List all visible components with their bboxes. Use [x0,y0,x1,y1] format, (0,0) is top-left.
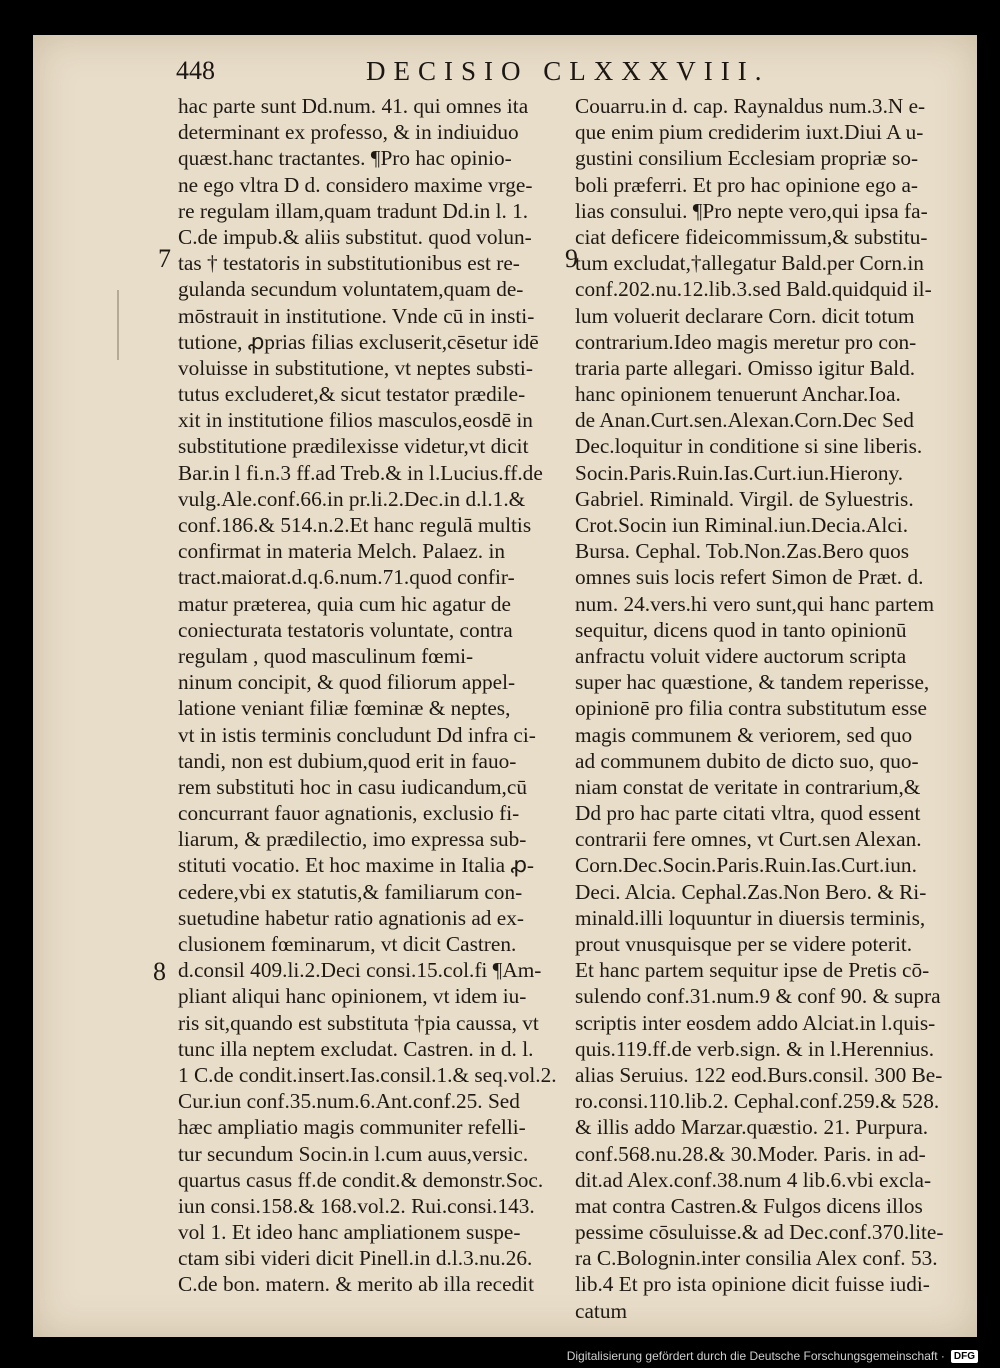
text-line: ciat deficere fideicommissum,& substitu- [575,224,928,249]
text-line: Bursa. Cephal. Tob.Non.Zas.Bero quos [575,539,910,564]
text-line: tas † testatoris in substitutionibus est re- [178,251,520,276]
text-line: Bar.in l fi.n.3 ff.ad Treb.& in l.Lucius.ff.de [178,460,543,485]
text-line: prout vnusquisque per se videre poterit. [575,932,913,956]
digitization-footer [567,1346,978,1366]
text-line: boli præferri. Et pro hac opinione ego a- [575,172,919,197]
text-line: d.consil 409.li.2.Deci consi.15.col.fi ¶Am- [178,958,542,983]
text-line: liarum, & prædilectio, imo expressa sub- [178,827,527,852]
text-line: anfractu voluit videre auctorum scripta [575,643,907,668]
page-number: 448 [176,56,215,85]
text-line: hanc opinionem tenuerunt Anchar.Ioa. [575,382,901,407]
text-line: num. 24.vers.hi vero sunt,qui hanc partem [575,591,935,616]
text-line: gulanda secundum voluntatem,quam de- [178,277,524,302]
text-line: clusionem fœminarum, vt dicit Castren. [178,932,517,956]
text-line: ra C.Bolognin.inter consilia Alex conf. 53. [575,1246,938,1271]
text-line: hac parte sunt Dd.num. 41. qui omnes ita [178,94,529,118]
text-line: gustini consilium Ecclesiam propriæ so- [575,146,919,171]
text-line: determinant ex professo, & in indiuiduo [178,120,519,145]
text-line: quæst.hanc tractantes. ¶Pro hac opinio- [178,146,512,171]
text-line: tum excludat,†allegatur Bald.per Corn.in [575,251,924,276]
text-line: Et hanc partem sequitur ipse de Pretis cō- [575,958,930,983]
text-line: confirmat in materia Melch. Palaez. in [178,539,506,564]
margin-number-8: 8 [153,957,166,986]
text-line: super hac quæstione, & tandem reperisse, [575,670,930,695]
text-line: conf.568.nu.28.& 30.Moder. Paris. in ad- [575,1141,926,1166]
text-line: quartus casus ff.de condit.& demonstr.Soc. [178,1167,544,1192]
text-line: re regulam illam,quam tradunt Dd.in l. 1. [178,198,529,223]
text-line: dit.ad Alex.conf.38.num 4 lib.6.vbi excla- [575,1167,932,1192]
text-line: conf.186.& 514.n.2.Et hanc regulā multis [178,513,532,537]
text-line: minald.illi loquuntur in diuersis terminis, [575,905,926,930]
text-line: tandi, non est dubium,quod erit in fauo- [178,748,517,773]
text-line: sulendo conf.31.num.9 & conf 90. & supra [575,984,941,1009]
text-line: omnes suis locis refert Simon de Præt. d. [575,565,924,590]
text-line: rem substituti hoc in casu iudicandum,cū [178,774,527,799]
text-line: que enim pium crediderim iuxt.Diui A u- [575,120,924,145]
text-line: cedere,vbi ex statutis,& familiarum con- [178,879,523,904]
text-line: Crot.Socin iun Riminal.iun.Decia.Alci. [575,513,909,537]
text-line: Dec.loquitur in conditione si sine liberis. [575,434,923,459]
text-line: ne ego vltra D d. considero maxime vrge- [178,172,533,197]
text-line: latione veniant filiæ fœminæ & neptes, [178,696,511,721]
pen-mark [117,290,119,360]
text-line: Couarru.in d. cap. Raynaldus num.3.N e- [575,94,926,118]
text-line: hæc ampliatio magis communiter refelli- [178,1115,526,1140]
text-line: tur secundum Socin.in l.cum auus,versic. [178,1141,529,1166]
text-line: iun consi.158.& 168.vol.2. Rui.consi.143. [178,1193,535,1218]
text-line: C.de bon. matern. & merito ab illa recedit [178,1272,535,1297]
text-line: opinionē pro filia contra substitutum esse [575,696,927,721]
text-line: suetudine habetur ratio agnationis ad ex- [178,905,524,930]
text-line: Socin.Paris.Ruin.Ias.Curt.iun.Hierony. [575,460,904,485]
text-line: substitutione prædilexisse videtur,vt dicit [178,434,529,459]
text-line: tunc illa neptem excludat. Castren. in d. l. [178,1036,534,1061]
text-line: voluisse in substitutione, vt neptes substi- [178,355,533,380]
text-line: traria parte allegari. Omisso igitur Bald. [575,355,916,380]
margin-number-9: 9 [565,244,578,273]
text-line: ninum concipit, & quod filiorum appel- [178,670,516,695]
running-title: DECISIO CLXXXVIII. [366,56,770,86]
text-line: de Anan.Curt.sen.Alexan.Corn.Dec Sed [575,408,914,433]
text-line: tract.maiorat.d.q.6.num.71.quod confir- [178,565,515,590]
left-text-column [178,93,576,1298]
page-header [176,56,976,90]
text-line: xit in institutione filios masculos,eosdē in [178,408,533,433]
text-line: 1 C.de condit.insert.Ias.consil.1.& seq.vol.2. [178,1062,557,1087]
text-line: Cur.iun conf.35.num.6.Ant.conf.25. Sed [178,1089,520,1114]
text-line: magis communem & veriorem, sed quo [575,722,913,747]
text-line: C.de impub.& aliis substitut. quod volun- [178,224,532,249]
right-text-column [575,93,968,1324]
text-line: lum voluerit declarare Corn. dicit totum [575,303,915,328]
text-line: ro.consi.110.lib.2. Cephal.conf.259.& 528. [575,1089,940,1114]
text-line: lias consului. ¶Pro nepte vero,qui ipsa fa- [575,198,928,223]
text-line: niam constat de veritate in contrarium,& [575,774,921,799]
text-line: conf.202.nu.12.lib.3.sed Bald.quidquid il- [575,277,932,302]
text-line: tutione, ꝓprias filias excluserit,cēsetur idē [178,329,539,354]
text-line: regulam , quod masculinum fœmi- [178,643,474,668]
footer-text: Digitalisierung gefördert durch die Deutsche Forschungsgemeinschaft · [566,1349,945,1363]
text-line: ris sit,quando est substituta †pia caussa, vt [178,1010,539,1035]
text-line: vt in istis terminis concludunt Dd infra ci- [178,722,536,747]
text-line: Corn.Dec.Socin.Paris.Ruin.Ias.Curt.iun. [575,853,917,878]
text-line: scriptis inter eosdem addo Alciat.in l.quis- [575,1010,936,1035]
text-line: mōstrauit in institutione. Vnde cū in insti- [178,303,535,328]
text-line: pliant aliqui hanc opinionem, vt idem iu- [178,984,527,1009]
text-line: Dd pro hac parte citati vltra, quod essent [575,801,921,826]
text-line: matur præterea, quia cum hic agatur de [178,591,511,616]
text-line: ad communem dubito de dicto suo, quo- [575,748,919,773]
text-line: & illis addo Marzar.quæstio. 21. Purpura. [575,1115,929,1140]
text-line: sequitur, dicens quod in tanto opinionū [575,617,907,642]
text-line: quis.119.ff.de verb.sign. & in l.Herennius. [575,1036,935,1061]
text-line: coniecturata testatoris voluntate, contra [178,617,513,642]
text-line: Deci. Alcia. Cephal.Zas.Non Bero. & Ri- [575,879,927,904]
margin-number-7: 7 [158,244,171,273]
text-line: ctam sibi videri dicit Pinell.in d.l.3.nu.26. [178,1246,533,1271]
text-line: concurrant fauor agnationis, exclusio fi- [178,801,520,826]
text-line: vulg.Ale.conf.66.in pr.li.2.Dec.in d.l.1.& [178,486,526,511]
text-line: pessime cōsuluisse.& ad Dec.conf.370.lite- [575,1220,944,1245]
text-line: tutus excluderet,& sicut testator prædile- [178,382,526,407]
text-line: catum [575,1298,628,1323]
text-line: contrarium.Ideo magis meretur pro con- [575,329,917,354]
text-line: contrarii fere omnes, vt Curt.sen Alexan. [575,827,922,852]
text-line: stituti vocatio. Et hoc maxime in Italia ꝓ- [178,853,534,878]
text-line: alias Seruius. 122 eod.Burs.consil. 300 Be- [575,1062,943,1087]
text-line: vol 1. Et ideo hanc ampliationem suspe- [178,1220,521,1245]
text-line: lib.4 Et pro ista opinione dicit fuisse iudi- [575,1272,930,1297]
text-line: Gabriel. Riminald. Virgil. de Syluestris. [575,486,914,511]
dfg-logo: DFG [951,1350,978,1363]
text-line: mat contra Castren.& Fulgos dicens illos [575,1193,923,1218]
